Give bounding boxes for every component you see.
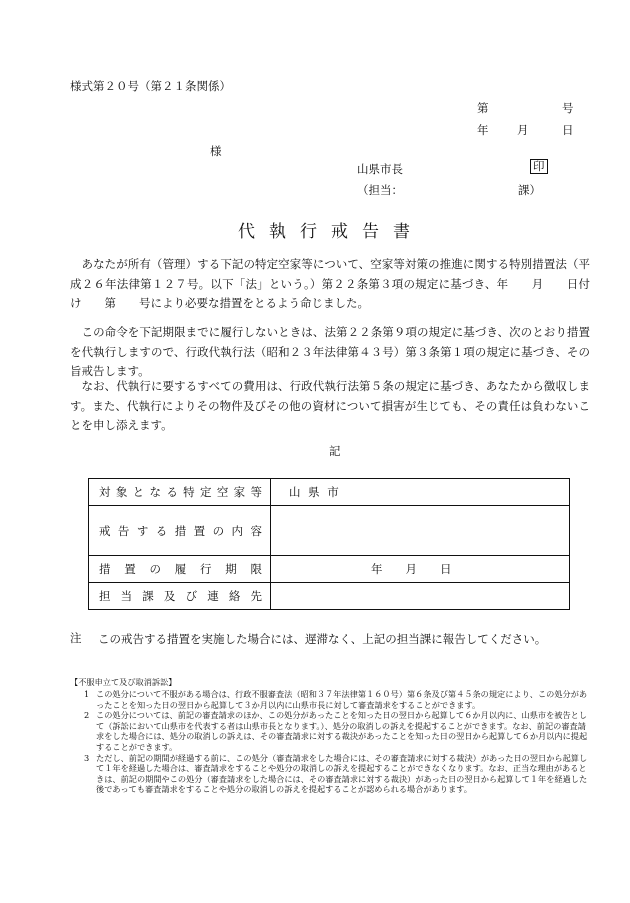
table-row: [89, 479, 570, 506]
list-item: [70, 753, 590, 795]
appeal-list: [70, 689, 590, 795]
date-year: 年: [477, 123, 489, 137]
addressee-suffix: 様: [210, 144, 222, 158]
table-row: [89, 506, 570, 556]
form-number: 様式第２０号（第２１条関係）: [70, 79, 231, 93]
item-number: 2: [84, 710, 90, 721]
date-day: 日: [562, 123, 574, 137]
row-label: 措置の履行期限: [89, 556, 271, 583]
row-value: 年 月 日: [271, 556, 570, 583]
item-number: 1: [84, 689, 90, 699]
body-paragraph-execution: この命令を下記期限までに履行しないときは、法第２２条第９項の規定に基づき、次のとおり措置を代執行しますので、行政代執行法（昭和２３年法律第４３号）第３条第１項の規定に基づき、その旨戒告します。: [70, 325, 590, 378]
row-label: 担当課及び連絡先: [89, 583, 271, 610]
item-text: ただし、前記の期間が経過する前に、この処分（審査請求をした場合には、その審査請求に対する裁決）があった日の翌日から起算して１年を経過した場合は、審査請求をすることや処分の取消しの訴えを提起することができなくなります。なお、正当な理由があるときは、前記の期間やこの処分（審査請求をした場合には、その審査請求に対する裁決）があった日の翌日から起算して１年を経過した後であっても審査請求をすることや処分の取消しの訴えを提起することが認められる場合があります。: [96, 752, 588, 795]
row-label: 戒告する措置の内容: [89, 506, 271, 556]
seal-mark: 印: [530, 159, 548, 174]
list-item: [70, 689, 590, 710]
item-number: 3: [84, 752, 90, 763]
note-label: 注: [70, 631, 82, 645]
item-text: この処分については、前記の審査請求のほか、この処分があったことを知った日の翌日から起算して６か月以内に、山県市を被告として（訴訟において山県市を代表する者は山県市長となります。）、処分の取消しの訴えを提起することができます。なお、前記の審査請求をした場合には、処分の取消しの訴えは、その審査請求に対する裁決があったことを知った日の翌日から起算して６か月以内に提起することができます。: [96, 710, 588, 752]
row-value: [271, 583, 570, 610]
execution-info-table: [88, 478, 570, 610]
contact-open: （担当：: [357, 183, 403, 197]
sender-name: 山県市長: [357, 162, 403, 176]
body-paragraph-order: あなたが所有（管理）する下記の特定空家等について、空家等対策の推進に関する特別措置法（平成２６年法律第１２７号。以下「法」という。）第２２条第３項の規定に基づき、年 月 日付け 第 号により必要な措置をとるよう命じました。: [70, 257, 590, 310]
note-text: この戒告する措置を実施した場合には、遅滞なく、上記の担当課に報告してください。: [98, 632, 547, 646]
table-row: [89, 583, 570, 610]
doc-number-prefix: 第: [477, 101, 489, 115]
document-title: 代執行戒告書: [238, 222, 424, 242]
body-paragraph-costs: なお、代執行に要するすべての費用は、行政代執行法第５条の規定に基づき、あなたから徴収します。また、代執行によりその物件及びその他の資材について損害が生じても、その責任は負わないことを申し添えます。: [70, 379, 590, 432]
doc-number-suffix: 号: [562, 101, 574, 115]
ki-marker: 記: [329, 444, 341, 458]
date-month: 月: [517, 123, 529, 137]
row-value: [271, 506, 570, 556]
item-text: この処分について不服がある場合は、行政不服審査法（昭和３７年法律第１６０号）第６条及び第４５条の規定により、この処分があったことを知った日の翌日から起算して３か月以内に山県市長に対して審査請求をすることができます。: [96, 689, 588, 710]
row-label: 対象となる特定空家等: [89, 479, 271, 506]
contact-close: 課）: [518, 183, 541, 197]
table-row: [89, 556, 570, 583]
appeal-heading: 【不服申立て及び取消訴訟】: [70, 677, 177, 687]
list-item: [70, 710, 590, 752]
row-value: 山 県 市: [271, 479, 570, 506]
